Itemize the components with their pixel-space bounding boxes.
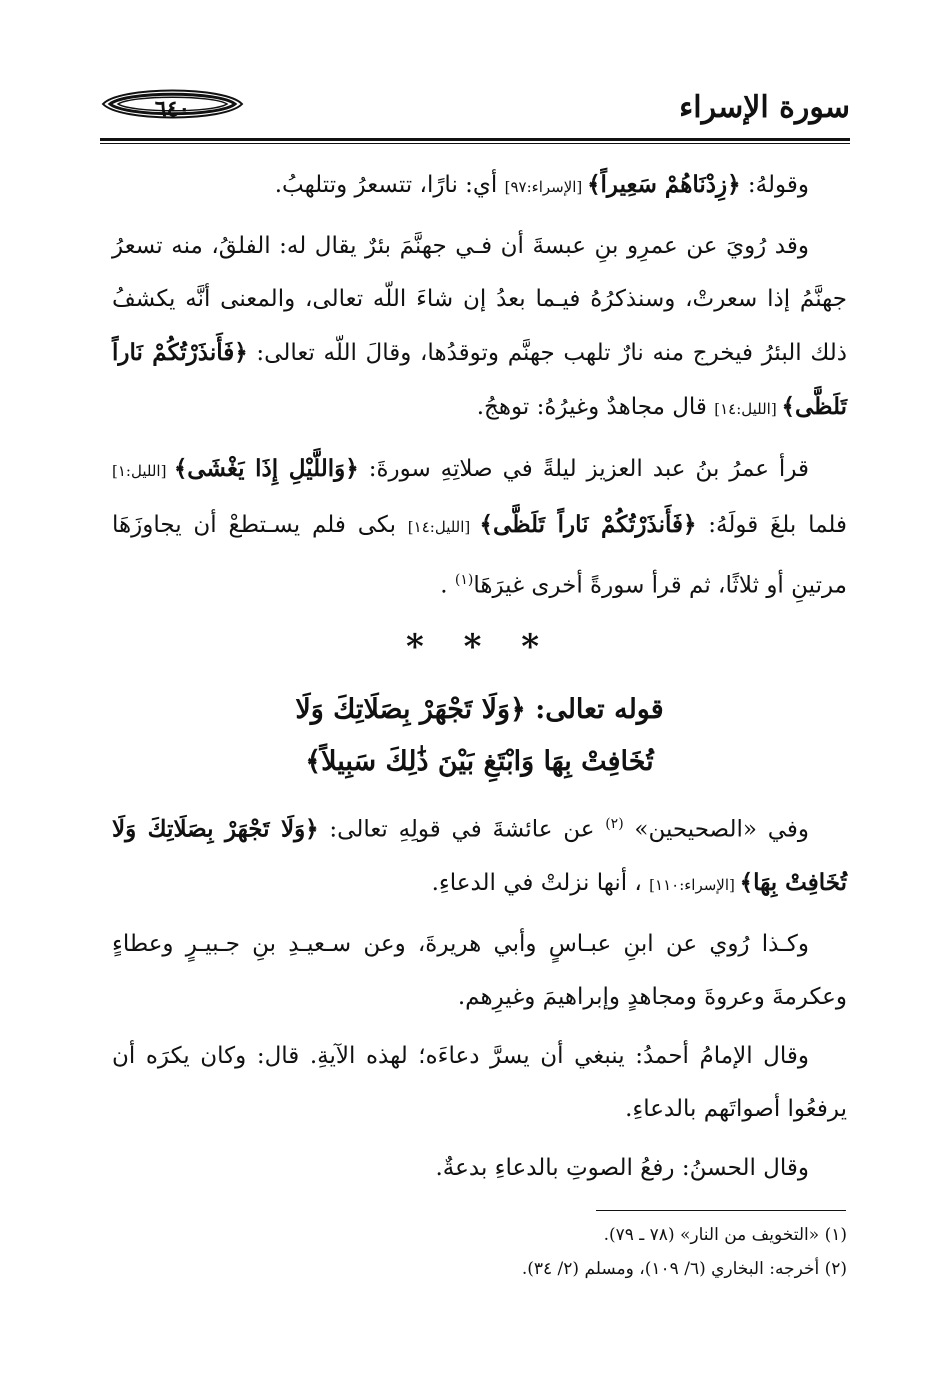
verse-reference: [الإسراء:١١٠]: [649, 876, 740, 895]
paragraph-p6: [112, 1030, 847, 1136]
paragraph-p4: [112, 798, 847, 913]
text-span: فلما بلغَ قولَهُ:: [696, 512, 847, 538]
section-divider-stars: * * *: [405, 626, 553, 667]
text-span: ، أنها نزلتْ في الدعاءِ.: [431, 870, 650, 897]
paragraph-p2: [112, 220, 847, 436]
footnotes: [112, 1218, 847, 1286]
quran-quote: ﴿فَأَنذَرْتُكُمْ نَاراً تَلَظَّى﴾: [479, 511, 697, 538]
footnote-marker: (٢): [605, 815, 624, 832]
quran-quote: ﴿وَلَا تَجْهَرْ بِصَلَاتِكَ وَلَا تُخَافِتْ بِهَا﴾: [112, 815, 847, 897]
verse-reference: [الليل:١٤]: [407, 518, 480, 536]
quran-quote: ﴿وَاللَّيْلِ إِذَا يَغْشَى﴾: [173, 455, 359, 482]
text-span: بكى فلم يسـتطعْ أن يجاوزَهَا مرتينِ أو ثلاثًا، ثم قرأ سورةً أخرى غيرَهَا: [112, 512, 847, 599]
paragraphs-group-2: [112, 798, 847, 1196]
page-header: [100, 76, 850, 136]
paragraphs-group-1: [112, 158, 847, 613]
quran-quote: ﴿زِدْنَاهُمْ سَعِيراً﴾: [587, 171, 741, 198]
verse-reference: [الليل:١]: [112, 462, 174, 480]
section-heading-line-2: تُخَافِتْ بِهَا وَابْتَغِ بَيْنَ ذَٰلِكَ سَبِيلاً﴾: [305, 745, 654, 777]
text-span: وقال الحسنُ: رفعُ الصوتِ بالدعاءِ بدعةٌ.: [435, 1155, 809, 1182]
section-heading: [112, 684, 847, 788]
text-span: وفي «الصحيحين»: [623, 816, 809, 843]
footnote-2: (٢) أخرجه: البخاري (٦/ ١٠٩)، ومسلم (٢/ ٣٤).: [521, 1259, 847, 1279]
footnote-marker: (١): [454, 572, 474, 588]
header-rule-thin: [100, 143, 850, 144]
text-span: أي: نارًا، تتسعرُ وتتلهبُ.: [274, 172, 505, 198]
text-span: وقولهُ:: [740, 172, 809, 198]
verse-reference: [الإسراء:٩٧]: [504, 178, 588, 196]
text-span: قال مجاهدٌ وغيرُهُ: توهجُ.: [476, 394, 715, 420]
text-span: قرأ عمرُ بنُ عبد العزيز ليلةً في صلاتِهِ سورةَ:: [358, 456, 810, 482]
surah-title: سورة الإسراء: [679, 90, 850, 125]
section-heading-line-1: قوله تعالى: ﴿وَلَا تَجْهَرْ بِصَلَاتِكَ وَلَا: [295, 693, 664, 725]
page-number: ٦٤٠: [154, 96, 191, 122]
paragraph-p5: [112, 918, 847, 1024]
header-rule-thick: [100, 138, 850, 141]
paragraph-p3: [112, 442, 847, 613]
page-number-ornament: [100, 82, 245, 126]
quran-quote: ﴿فَأَنذَرْتُكُمْ نَاراً تَلَظَّى﴾: [112, 339, 847, 420]
text-span: .: [440, 572, 455, 599]
footnote-1: (١) «التخويف من النار» (٧٨ ـ ٧٩).: [603, 1225, 847, 1245]
paragraph-p7: [112, 1142, 847, 1195]
text-span: عن عائشةَ في قولِهِ تعالى:: [318, 816, 606, 843]
text-span: وقال الإمامُ أحمدُ: ينبغي أن يسرَّ دعاءَه؛ لهذه الآيةِ. قال: وكان يكرَه أن يرفعُوا أصواتَهم بالدعاءِ.: [112, 1043, 847, 1123]
text-span: وكـذا رُوي عن ابنِ عبـاسٍ وأبي هريرةَ، وعن سـعيـدِ بنِ جـبيـرٍ وعطاءٍ وعكرمةَ وعروةَ ومجاهدٍ وإبراهيمَ وغيرِهم.: [112, 931, 847, 1011]
paragraph-p1: [112, 158, 847, 214]
footnote-rule: [596, 1210, 846, 1211]
verse-reference: [الليل:١٤]: [714, 400, 782, 418]
text-span: وقد رُويَ عن عمرِو بنِ عبسةَ أن فـي جهنَّمَ بئرٌ يقال له: الفلقُ، منه تسعرُ جهنَّمُ إذا سعرتْ، وسنذكرُهُ فيـما بعدُ إن شاءَ اللّه تعالى، والمعنى أنَّه يكشفُ ذلك البئرُ فيخرج منه نارٌ تلهب جهنَّم وتوقدُها، وقالَ اللّه تعالى:: [112, 233, 847, 366]
main-text: [112, 158, 847, 1201]
